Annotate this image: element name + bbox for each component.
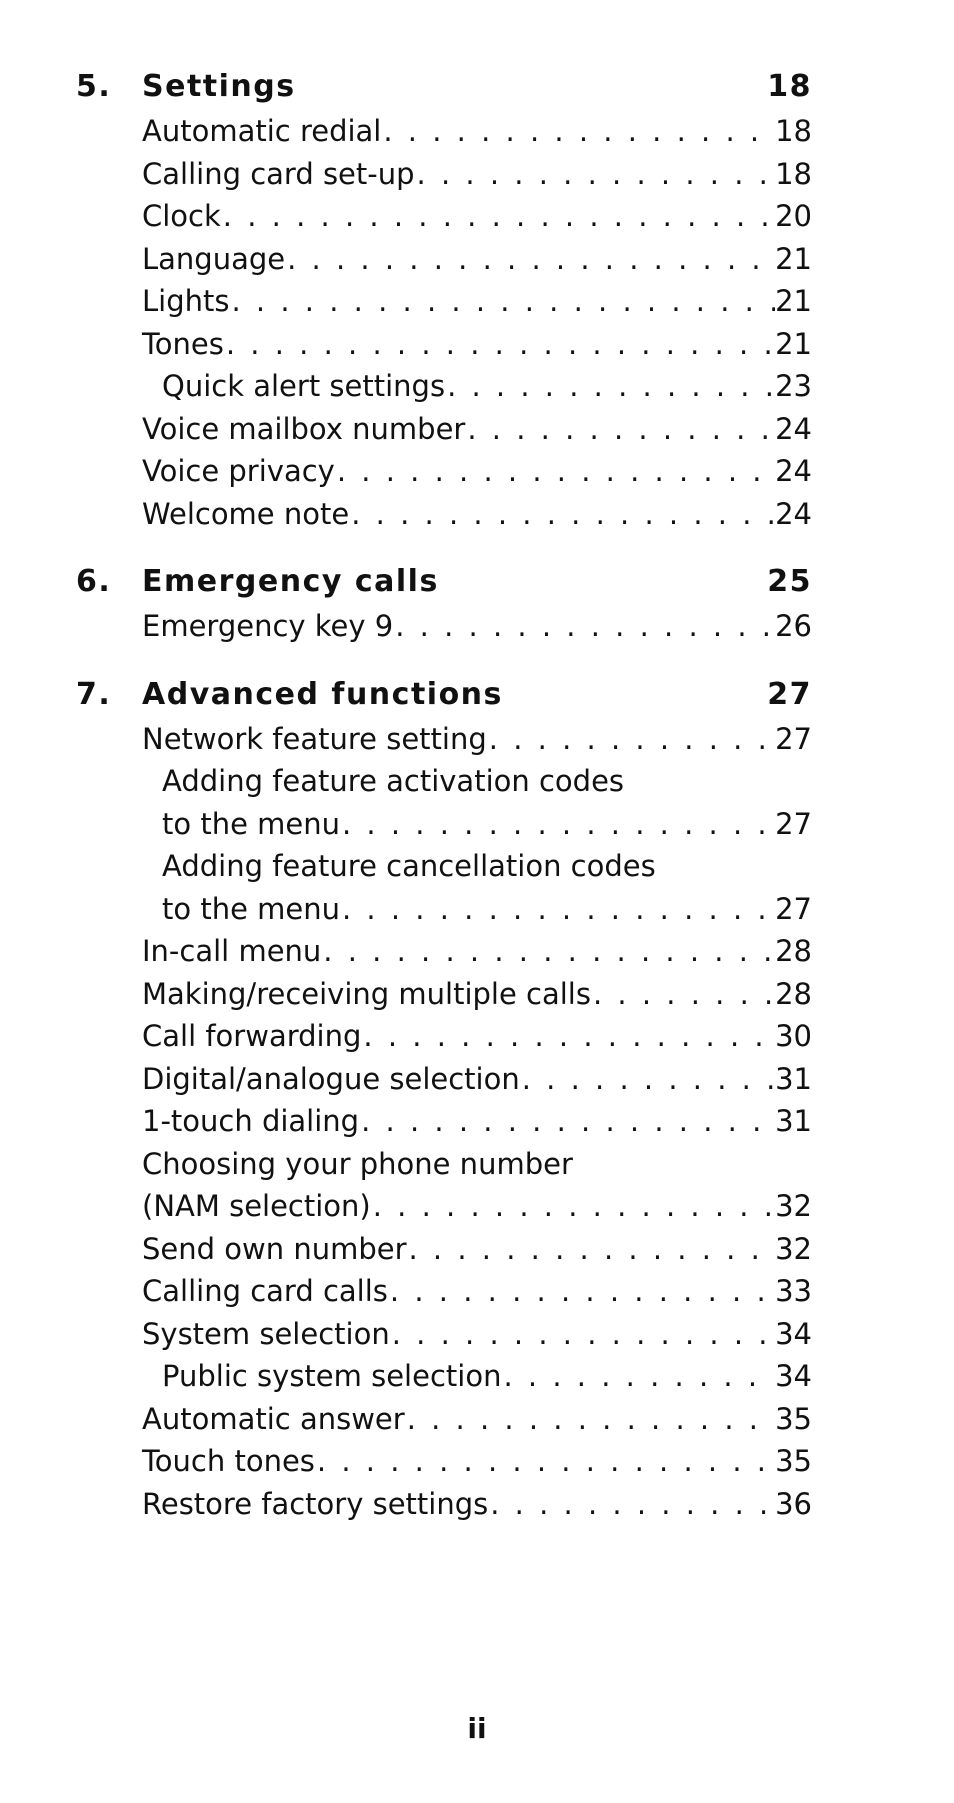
entry-page-number: 34 — [775, 1359, 812, 1393]
entry-page-number: 31 — [775, 1104, 812, 1138]
toc-entry — [76, 605, 812, 648]
entry-title: Adding feature activation codes — [162, 764, 625, 798]
toc-entry — [76, 153, 812, 196]
entry-title: Public system selection — [162, 1359, 502, 1393]
dot-leader — [321, 930, 775, 973]
dot-leader — [224, 323, 775, 366]
entry-title: Send own number — [142, 1231, 407, 1266]
entry-page-number: 21 — [775, 241, 812, 276]
toc-entry — [76, 323, 812, 366]
entry-page-number: 18 — [775, 114, 812, 148]
dot-leader — [393, 605, 775, 648]
toc-entry — [76, 450, 812, 493]
entry-page-number: 35 — [775, 1444, 812, 1478]
entry-page-number: 28 — [775, 976, 812, 1011]
section-page-number: 25 — [767, 564, 812, 599]
dot-leader — [349, 493, 775, 536]
dot-leader — [501, 1355, 775, 1398]
entry-page-number: 27 — [775, 721, 812, 756]
dot-leader — [285, 238, 775, 281]
toc-section — [76, 559, 812, 648]
toc-entry — [76, 1355, 812, 1398]
section-title: Settings — [142, 69, 296, 104]
entry-page-number: 24 — [775, 411, 812, 446]
entry-title: Voice mailbox number — [142, 411, 466, 446]
section-heading — [76, 672, 812, 718]
entry-page-number: 24 — [775, 454, 812, 488]
dot-leader — [465, 408, 775, 451]
entry-page-number: 27 — [775, 806, 812, 841]
dot-leader — [221, 195, 775, 238]
dot-leader — [415, 153, 776, 196]
entry-title: Adding feature cancellation codes — [162, 849, 656, 883]
entry-title: Tones — [142, 326, 224, 361]
entry-page-number: 35 — [775, 1401, 812, 1436]
entry-title: Digital/analogue selection — [142, 1061, 520, 1096]
toc-entry — [76, 803, 812, 846]
section-number: 6. — [76, 564, 112, 599]
toc-entry — [76, 1058, 812, 1101]
entry-page-number: 20 — [775, 199, 812, 233]
entry-title: Making/receiving multiple calls — [142, 976, 591, 1011]
section-number: 7. — [76, 676, 112, 712]
toc-section — [76, 64, 812, 535]
entry-title: Network feature setting — [142, 721, 487, 756]
toc-entry — [76, 493, 812, 536]
toc-entry — [76, 1398, 812, 1441]
entry-title: Emergency key 9 — [142, 609, 394, 643]
toc-entry — [76, 195, 812, 238]
entry-page-number: 27 — [775, 891, 812, 926]
dot-leader — [381, 110, 775, 153]
entry-title: Lights — [142, 284, 230, 318]
entry-title: Welcome note — [142, 496, 350, 531]
dot-leader — [340, 803, 775, 846]
toc-entry — [76, 845, 812, 888]
toc-section — [76, 672, 812, 1526]
toc-entry — [76, 1313, 812, 1356]
toc-entry — [76, 238, 812, 281]
dot-leader — [229, 280, 775, 323]
entry-page-number: 32 — [775, 1189, 812, 1223]
section-heading — [76, 559, 812, 605]
toc-entry — [76, 1483, 812, 1526]
entry-title: In-call menu — [142, 934, 322, 968]
toc-entry — [76, 1228, 812, 1271]
entry-page-number: 31 — [775, 1061, 812, 1096]
table-of-contents — [76, 64, 812, 1549]
dot-leader — [390, 1313, 775, 1356]
dot-leader — [388, 1270, 775, 1313]
entry-page-number: 18 — [775, 156, 812, 191]
section-title: Emergency calls — [142, 564, 439, 599]
toc-entry — [76, 1270, 812, 1313]
toc-entry — [76, 1185, 812, 1228]
toc-entry — [76, 973, 812, 1016]
entry-page-number: 24 — [775, 496, 812, 531]
entry-title: Restore factory settings — [142, 1486, 489, 1521]
toc-entry — [76, 1143, 812, 1186]
dot-leader — [407, 1228, 776, 1271]
dot-leader — [361, 1015, 775, 1058]
entry-page-number: 23 — [775, 369, 812, 403]
entry-page-number: 33 — [775, 1274, 812, 1308]
section-page-number: 27 — [767, 676, 812, 712]
entry-title: Voice privacy — [142, 454, 335, 488]
entry-title: Language — [142, 241, 286, 276]
toc-entry — [76, 1440, 812, 1483]
section-heading — [76, 64, 812, 110]
entry-title: System selection — [142, 1316, 390, 1351]
section-number: 5. — [76, 69, 112, 104]
entry-title: 1-touch dialing — [142, 1104, 360, 1138]
page-number: ii — [467, 1712, 487, 1745]
dot-leader — [487, 718, 775, 761]
toc-entry — [76, 408, 812, 451]
dot-leader — [371, 1185, 775, 1228]
entry-title: Calling card set-up — [142, 156, 415, 191]
toc-entry — [76, 1015, 812, 1058]
entry-page-number: 34 — [775, 1316, 812, 1351]
section-title: Advanced functions — [142, 676, 503, 712]
dot-leader — [340, 888, 775, 931]
entry-title: to the menu — [162, 891, 340, 926]
entry-page-number: 28 — [775, 934, 812, 968]
entry-page-number: 26 — [775, 609, 812, 643]
entry-title: Choosing your phone number — [142, 1146, 573, 1181]
entry-title: Calling card calls — [142, 1274, 388, 1308]
dot-leader — [359, 1100, 775, 1143]
entry-page-number: 21 — [775, 284, 812, 318]
toc-entry — [76, 930, 812, 973]
dot-leader — [445, 365, 775, 408]
section-page-number: 18 — [767, 69, 812, 104]
entry-title: Automatic answer — [142, 1401, 405, 1436]
toc-entry — [76, 1100, 812, 1143]
dot-leader — [488, 1483, 775, 1526]
entry-page-number: 30 — [775, 1019, 812, 1053]
dot-leader — [405, 1398, 775, 1441]
entry-page-number: 32 — [775, 1231, 812, 1266]
toc-entry — [76, 718, 812, 761]
entry-title: Call forwarding — [142, 1019, 362, 1053]
entry-title: (NAM selection) — [142, 1189, 371, 1223]
entry-title: to the menu — [162, 806, 340, 841]
toc-entry — [76, 110, 812, 153]
entry-page-number: 21 — [775, 326, 812, 361]
dot-leader — [591, 973, 775, 1016]
toc-entry — [76, 280, 812, 323]
entry-title: Touch tones — [142, 1444, 315, 1478]
dot-leader — [335, 450, 775, 493]
dot-leader — [520, 1058, 775, 1101]
toc-entry — [76, 365, 812, 408]
dot-leader — [315, 1440, 775, 1483]
entry-page-number: 36 — [775, 1486, 812, 1521]
toc-entry — [76, 760, 812, 803]
toc-entry — [76, 888, 812, 931]
entry-title: Quick alert settings — [162, 369, 446, 403]
entry-title: Automatic redial — [142, 114, 382, 148]
entry-title: Clock — [142, 199, 221, 233]
